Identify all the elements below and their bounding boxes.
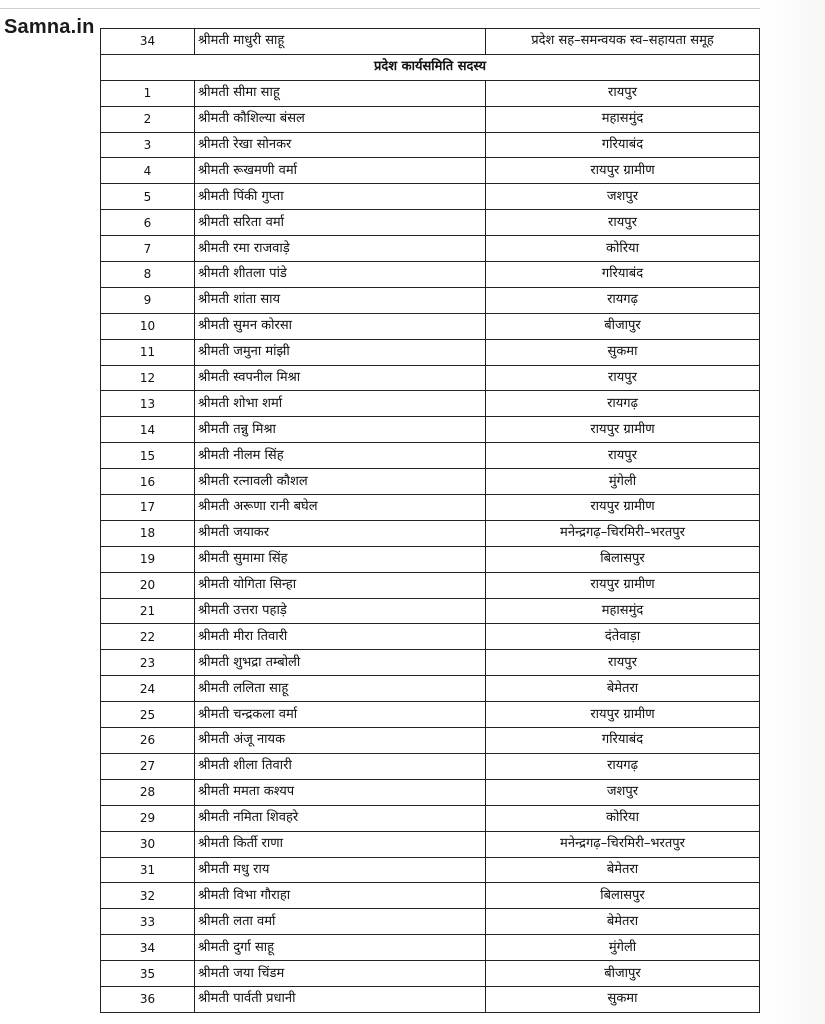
- member-district: बिलासपुर: [486, 883, 760, 909]
- member-district: रायगढ़: [486, 753, 760, 779]
- table-row: [101, 676, 760, 702]
- table-row: [101, 184, 760, 210]
- member-name: श्रीमती शांता साय: [195, 287, 486, 313]
- table-row: [101, 935, 760, 961]
- member-name: श्रीमती माधुरी साहू: [195, 29, 486, 55]
- table-row: [101, 805, 760, 831]
- table-row: [101, 779, 760, 805]
- member-district: गरियाबंद: [486, 728, 760, 754]
- member-table: [100, 28, 760, 1013]
- table-row: [101, 831, 760, 857]
- member-name: श्रीमती रमा राजवाड़े: [195, 236, 486, 262]
- member-district: मनेन्द्रगढ़–चिरमिरी–भरतपुर: [486, 831, 760, 857]
- serial-number: 34: [101, 29, 195, 55]
- serial-number: 2: [101, 106, 195, 132]
- table-row: [101, 520, 760, 546]
- table-row: [101, 236, 760, 262]
- member-district: रायपुर ग्रामीण: [486, 495, 760, 521]
- member-district: महासमुंद: [486, 106, 760, 132]
- serial-number: 21: [101, 598, 195, 624]
- member-name: श्रीमती रूखमणी वर्मा: [195, 158, 486, 184]
- member-name: श्रीमती दुर्गा साहू: [195, 935, 486, 961]
- serial-number: 36: [101, 986, 195, 1012]
- member-district: मनेन्द्रगढ़–चिरमिरी–भरतपुर: [486, 520, 760, 546]
- member-district: सुकमा: [486, 339, 760, 365]
- table-row: [101, 443, 760, 469]
- member-district: गरियाबंद: [486, 132, 760, 158]
- table-row: [101, 961, 760, 987]
- section-heading-row: [101, 54, 760, 80]
- member-name: श्रीमती सुमन कोरसा: [195, 313, 486, 339]
- serial-number: 24: [101, 676, 195, 702]
- table-row: [101, 80, 760, 106]
- member-list-sheet: [100, 28, 760, 1013]
- member-name: श्रीमती विभा गौराहा: [195, 883, 486, 909]
- serial-number: 7: [101, 236, 195, 262]
- member-district: रायपुर ग्रामीण: [486, 158, 760, 184]
- member-district: कोरिया: [486, 805, 760, 831]
- serial-number: 17: [101, 495, 195, 521]
- table-row: [101, 158, 760, 184]
- table-row: [101, 469, 760, 495]
- member-district: बेमेतरा: [486, 857, 760, 883]
- serial-number: 10: [101, 313, 195, 339]
- table-row: [101, 132, 760, 158]
- serial-number: 3: [101, 132, 195, 158]
- member-district: बेमेतरा: [486, 676, 760, 702]
- serial-number: 22: [101, 624, 195, 650]
- serial-number: 32: [101, 883, 195, 909]
- member-name: श्रीमती जमुना मांझी: [195, 339, 486, 365]
- serial-number: 9: [101, 287, 195, 313]
- serial-number: 5: [101, 184, 195, 210]
- table-row: [101, 339, 760, 365]
- member-name: श्रीमती सुमामा सिंह: [195, 546, 486, 572]
- table-row: [101, 883, 760, 909]
- table-row: [101, 728, 760, 754]
- table-row: [101, 29, 760, 55]
- serial-number: 25: [101, 702, 195, 728]
- member-name: श्रीमती नमिता शिवहरे: [195, 805, 486, 831]
- member-name: श्रीमती चन्द्रकला वर्मा: [195, 702, 486, 728]
- table-row: [101, 546, 760, 572]
- member-district: मुंगेली: [486, 935, 760, 961]
- serial-number: 28: [101, 779, 195, 805]
- top-divider: [0, 8, 825, 9]
- member-district: रायपुर: [486, 210, 760, 236]
- member-district: रायपुर: [486, 365, 760, 391]
- serial-number: 33: [101, 909, 195, 935]
- member-district: कोरिया: [486, 236, 760, 262]
- member-district: रायपुर ग्रामीण: [486, 417, 760, 443]
- member-name: श्रीमती रेखा सोनकर: [195, 132, 486, 158]
- member-name: श्रीमती किर्ती राणा: [195, 831, 486, 857]
- member-name: श्रीमती रत्नावली कौशल: [195, 469, 486, 495]
- serial-number: 13: [101, 391, 195, 417]
- member-name: श्रीमती सरिता वर्मा: [195, 210, 486, 236]
- member-district: रायपुर: [486, 443, 760, 469]
- member-district: सुकमा: [486, 986, 760, 1012]
- serial-number: 23: [101, 650, 195, 676]
- serial-number: 18: [101, 520, 195, 546]
- member-name: श्रीमती ललिता साहू: [195, 676, 486, 702]
- member-name: श्रीमती अरूणा रानी बघेल: [195, 495, 486, 521]
- member-name: श्रीमती ममता कश्यप: [195, 779, 486, 805]
- member-district: बीजापुर: [486, 961, 760, 987]
- member-name: श्रीमती शुभद्रा तम्बोली: [195, 650, 486, 676]
- table-row: [101, 313, 760, 339]
- member-district: मुंगेली: [486, 469, 760, 495]
- member-name: श्रीमती शीतला पांडे: [195, 262, 486, 288]
- serial-number: 14: [101, 417, 195, 443]
- table-row: [101, 287, 760, 313]
- member-district: जशपुर: [486, 779, 760, 805]
- serial-number: 35: [101, 961, 195, 987]
- serial-number: 31: [101, 857, 195, 883]
- serial-number: 29: [101, 805, 195, 831]
- member-district: रायपुर ग्रामीण: [486, 572, 760, 598]
- member-district: गरियाबंद: [486, 262, 760, 288]
- member-name: श्रीमती तन्नु मिश्रा: [195, 417, 486, 443]
- serial-number: 16: [101, 469, 195, 495]
- member-district: बीजापुर: [486, 313, 760, 339]
- table-row: [101, 650, 760, 676]
- table-row: [101, 106, 760, 132]
- section-heading: प्रदेश कार्यसमिति सदस्य: [101, 54, 760, 80]
- table-row: [101, 857, 760, 883]
- member-district: रायगढ़: [486, 391, 760, 417]
- member-name: श्रीमती शोभा शर्मा: [195, 391, 486, 417]
- watermark: Samna.in: [4, 16, 95, 38]
- serial-number: 8: [101, 262, 195, 288]
- member-name: श्रीमती जयाकर: [195, 520, 486, 546]
- serial-number: 12: [101, 365, 195, 391]
- member-district: महासमुंद: [486, 598, 760, 624]
- member-name: श्रीमती पार्वती प्रधानी: [195, 986, 486, 1012]
- table-row: [101, 986, 760, 1012]
- table-row: [101, 753, 760, 779]
- member-name: श्रीमती शीला तिवारी: [195, 753, 486, 779]
- serial-number: 1: [101, 80, 195, 106]
- member-designation: प्रदेश सह–समन्वयक स्व–सहायता समूह: [486, 29, 760, 55]
- member-name: श्रीमती स्वपनील मिश्रा: [195, 365, 486, 391]
- serial-number: 27: [101, 753, 195, 779]
- serial-number: 6: [101, 210, 195, 236]
- serial-number: 19: [101, 546, 195, 572]
- table-row: [101, 417, 760, 443]
- member-name: श्रीमती योगिता सिन्हा: [195, 572, 486, 598]
- member-name: श्रीमती नीलम सिंह: [195, 443, 486, 469]
- member-name: श्रीमती लता वर्मा: [195, 909, 486, 935]
- member-district: बेमेतरा: [486, 909, 760, 935]
- member-name: श्रीमती मीरा तिवारी: [195, 624, 486, 650]
- member-district: रायगढ़: [486, 287, 760, 313]
- member-district: जशपुर: [486, 184, 760, 210]
- member-name: श्रीमती कौशिल्या बंसल: [195, 106, 486, 132]
- member-name: श्रीमती मधु राय: [195, 857, 486, 883]
- member-name: श्रीमती सीमा साहू: [195, 80, 486, 106]
- table-row: [101, 495, 760, 521]
- serial-number: 34: [101, 935, 195, 961]
- table-row: [101, 598, 760, 624]
- member-name: श्रीमती उत्तरा पहाड़े: [195, 598, 486, 624]
- member-district: रायपुर ग्रामीण: [486, 702, 760, 728]
- table-row: [101, 909, 760, 935]
- serial-number: 4: [101, 158, 195, 184]
- page-edge-shade: [760, 0, 825, 1024]
- table-row: [101, 572, 760, 598]
- member-name: श्रीमती जया चिंडम: [195, 961, 486, 987]
- table-row: [101, 391, 760, 417]
- member-district: रायपुर: [486, 80, 760, 106]
- member-name: श्रीमती अंजू नायक: [195, 728, 486, 754]
- member-district: दंतेवाड़ा: [486, 624, 760, 650]
- table-row: [101, 365, 760, 391]
- serial-number: 15: [101, 443, 195, 469]
- serial-number: 20: [101, 572, 195, 598]
- serial-number: 26: [101, 728, 195, 754]
- member-district: रायपुर: [486, 650, 760, 676]
- serial-number: 30: [101, 831, 195, 857]
- serial-number: 11: [101, 339, 195, 365]
- member-district: बिलासपुर: [486, 546, 760, 572]
- table-row: [101, 702, 760, 728]
- table-row: [101, 262, 760, 288]
- member-name: श्रीमती पिंकी गुप्ता: [195, 184, 486, 210]
- table-row: [101, 624, 760, 650]
- table-row: [101, 210, 760, 236]
